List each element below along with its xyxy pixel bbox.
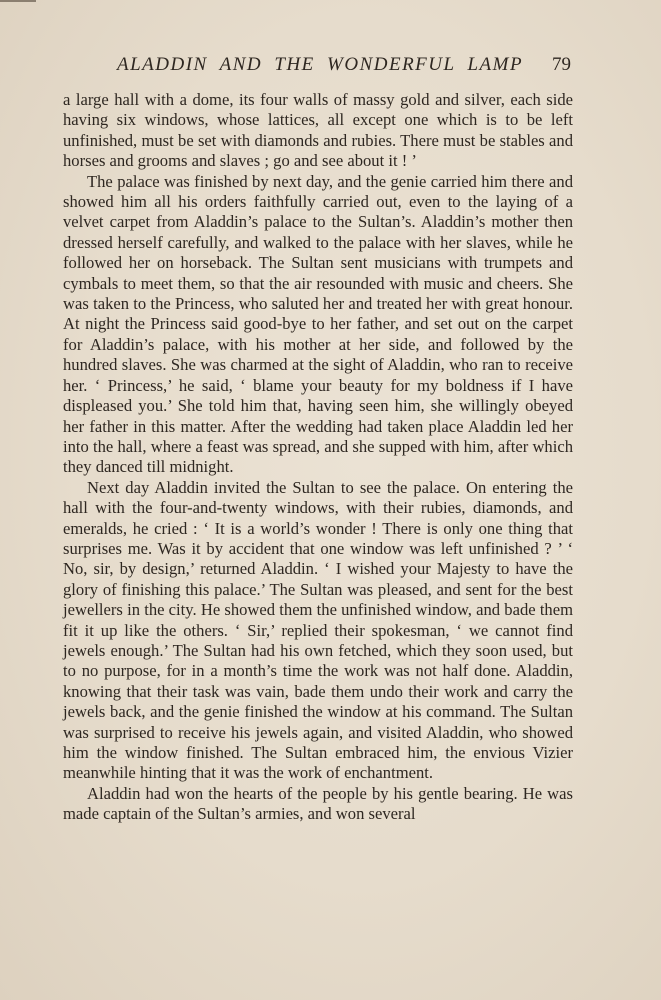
paragraph: Aladdin had won the hearts of the people by his gentle bearing. He was made captain of the Sultan’s armies, and won several <box>63 783 573 824</box>
page-number: 79 <box>552 54 571 75</box>
paragraph: The palace was finished by next day, and the genie carried him there and showed him all his orders faithfully carried out, even to the laying of a velvet carpet from Aladdin’s palace to the Sultan’s. Aladdin’s mother then dressed herself carefully, and walked to the palace with her slaves, while he followed her on horseback. The Sultan sent musicians with trumpets and cymbals to meet them, so that the air resounded with music and cheers. She was taken to the Princess, who saluted her and treated her with great honour. At night the Princess said good-bye to her father, and set out on the carpet for Aladdin’s palace, with his mother at her side, and followed by the hundred slaves. She was charmed at the sight of Aladdin, who ran to receive her. ‘ Princess,’ he said, ‘ blame your beauty for my boldness if I have displeased you.’ She told him that, having seen him, she willingly obeyed her father in this matter. After the wedding had taken place Aladdin led her into the hall, where a feast was spread, and she supped with him, after which they danced till midnight. <box>63 171 573 477</box>
paragraph-continuation: a large hall with a dome, its four walls of massy gold and silver, each side having six windows, whose lattices, all except one which is to be left unfinished, must be set with diamonds and rubies. There must be stables and horses and grooms and slaves ; go and see about it ! ’ <box>63 90 573 171</box>
page-header <box>0 54 661 82</box>
page-edge-line <box>0 0 36 2</box>
paragraph: Next day Aladdin invited the Sultan to see the palace. On entering the hall with the four-and-twenty windows, with their rubies, diamonds, and emeralds, he cried : ‘ It is a world’s wonder ! There is only one thing that surprises me. Was it by accident that one window was left unfinished ? ’ ‘ No, sir, by design,’ returned Aladdin. ‘ I wished your Majesty to have the glory of finishing this palace.’ The Sultan was pleased, and sent for the best jewellers in the city. He showed them the unfinished window, and bade them fit it up like the others. ‘ Sir,’ replied their spokesman, ‘ we cannot find jewels enough.’ The Sultan had his own fetched, which they soon used, but to no purpose, for in a month’s time the work was not half done. Aladdin, knowing that their task was vain, bade them undo their work and carry the jewels back, and the genie finished the window at his command. The Sultan was surprised to receive his jewels again, and visited Aladdin, who showed him the window finished. The Sultan embraced him, the envious Vizier meanwhile hinting that it was the work of enchantment. <box>63 477 573 783</box>
running-head: ALADDIN AND THE WONDERFUL LAMP <box>117 54 524 75</box>
body-text <box>63 90 573 825</box>
